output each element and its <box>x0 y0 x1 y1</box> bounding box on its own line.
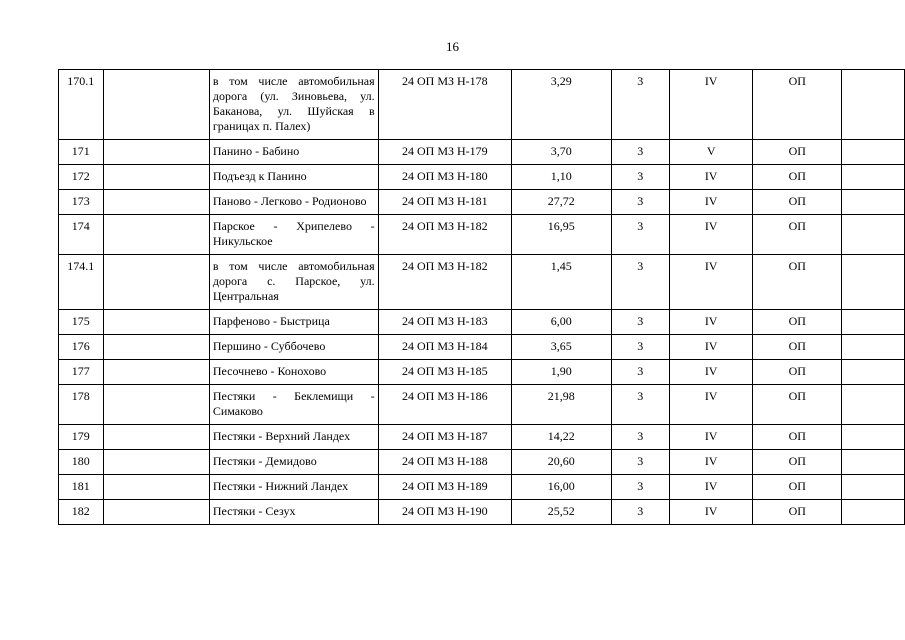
significance-cell: ОП <box>753 500 842 525</box>
road-id-cell: 24 ОП МЗ Н-183 <box>378 310 511 335</box>
road-id-cell: 24 ОП МЗ Н-189 <box>378 475 511 500</box>
category-cell: 3 <box>611 255 669 310</box>
table-row <box>59 190 905 215</box>
class-cell: IV <box>669 335 753 360</box>
table-row <box>59 165 905 190</box>
table-row <box>59 140 905 165</box>
significance-cell: ОП <box>753 385 842 425</box>
significance-cell: ОП <box>753 255 842 310</box>
table-row <box>59 360 905 385</box>
empty-cell <box>103 335 209 360</box>
row-number-cell: 179 <box>59 425 104 450</box>
road-id-cell: 24 ОП МЗ Н-186 <box>378 385 511 425</box>
road-id-cell: 24 ОП МЗ Н-185 <box>378 360 511 385</box>
empty-cell <box>103 255 209 310</box>
table-row <box>59 335 905 360</box>
table-row <box>59 425 905 450</box>
road-id-cell: 24 ОП МЗ Н-182 <box>378 215 511 255</box>
class-cell: IV <box>669 475 753 500</box>
significance-cell: ОП <box>753 475 842 500</box>
road-id-cell: 24 ОП МЗ Н-190 <box>378 500 511 525</box>
length-km-cell: 16,00 <box>512 475 612 500</box>
road-name-cell: Песочнево - Конохово <box>209 360 378 385</box>
class-cell: IV <box>669 255 753 310</box>
class-cell: IV <box>669 425 753 450</box>
row-number-cell: 174 <box>59 215 104 255</box>
class-cell: IV <box>669 310 753 335</box>
page-number: 16 <box>446 39 459 54</box>
empty-cell <box>103 425 209 450</box>
table-row <box>59 385 905 425</box>
row-number-cell: 181 <box>59 475 104 500</box>
road-id-cell: 24 ОП МЗ Н-184 <box>378 335 511 360</box>
row-number-cell: 177 <box>59 360 104 385</box>
category-cell: 3 <box>611 360 669 385</box>
significance-cell: ОП <box>753 310 842 335</box>
empty-cell <box>103 450 209 475</box>
road-name-cell: Парское - Хрипелево - Никульское <box>209 215 378 255</box>
empty-cell <box>842 425 905 450</box>
empty-cell <box>842 310 905 335</box>
empty-cell <box>103 140 209 165</box>
category-cell: 3 <box>611 310 669 335</box>
row-number-cell: 178 <box>59 385 104 425</box>
class-cell: IV <box>669 450 753 475</box>
empty-cell <box>842 215 905 255</box>
road-id-cell: 24 ОП МЗ Н-188 <box>378 450 511 475</box>
category-cell: 3 <box>611 215 669 255</box>
class-cell: IV <box>669 165 753 190</box>
category-cell: 3 <box>611 140 669 165</box>
empty-cell <box>842 450 905 475</box>
length-km-cell: 3,70 <box>512 140 612 165</box>
significance-cell: ОП <box>753 450 842 475</box>
class-cell: IV <box>669 500 753 525</box>
row-number-cell: 174.1 <box>59 255 104 310</box>
road-id-cell: 24 ОП МЗ Н-181 <box>378 190 511 215</box>
empty-cell <box>842 360 905 385</box>
table-row <box>59 255 905 310</box>
road-id-cell: 24 ОП МЗ Н-180 <box>378 165 511 190</box>
road-name-cell: Панино - Бабино <box>209 140 378 165</box>
length-km-cell: 3,29 <box>512 70 612 140</box>
class-cell: IV <box>669 360 753 385</box>
length-km-cell: 14,22 <box>512 425 612 450</box>
empty-cell <box>103 190 209 215</box>
empty-cell <box>842 190 905 215</box>
empty-cell <box>842 70 905 140</box>
empty-cell <box>842 335 905 360</box>
road-id-cell: 24 ОП МЗ Н-178 <box>378 70 511 140</box>
length-km-cell: 1,45 <box>512 255 612 310</box>
empty-cell <box>842 385 905 425</box>
class-cell: V <box>669 140 753 165</box>
road-name-cell: Пестяки - Нижний Ландех <box>209 475 378 500</box>
category-cell: 3 <box>611 165 669 190</box>
empty-cell <box>842 500 905 525</box>
road-name-cell: в том числе автомобильная дорога (ул. Зиновьева, ул. Баканова, ул. Шуйская в границах п. Палех) <box>209 70 378 140</box>
significance-cell: ОП <box>753 165 842 190</box>
table-row <box>59 500 905 525</box>
length-km-cell: 6,00 <box>512 310 612 335</box>
road-name-cell: Пестяки - Верхний Ландех <box>209 425 378 450</box>
road-id-cell: 24 ОП МЗ Н-187 <box>378 425 511 450</box>
empty-cell <box>103 310 209 335</box>
length-km-cell: 27,72 <box>512 190 612 215</box>
empty-cell <box>842 165 905 190</box>
empty-cell <box>842 255 905 310</box>
row-number-cell: 172 <box>59 165 104 190</box>
empty-cell <box>103 500 209 525</box>
category-cell: 3 <box>611 425 669 450</box>
significance-cell: ОП <box>753 70 842 140</box>
length-km-cell: 25,52 <box>512 500 612 525</box>
empty-cell <box>103 215 209 255</box>
category-cell: 3 <box>611 475 669 500</box>
significance-cell: ОП <box>753 335 842 360</box>
length-km-cell: 16,95 <box>512 215 612 255</box>
category-cell: 3 <box>611 385 669 425</box>
table-row <box>59 70 905 140</box>
row-number-cell: 175 <box>59 310 104 335</box>
row-number-cell: 170.1 <box>59 70 104 140</box>
row-number-cell: 176 <box>59 335 104 360</box>
road-name-cell: Першино - Суббочево <box>209 335 378 360</box>
significance-cell: ОП <box>753 140 842 165</box>
road-name-cell: Парфеново - Быстрица <box>209 310 378 335</box>
table-row <box>59 215 905 255</box>
road-name-cell: Паново - Легково - Родионово <box>209 190 378 215</box>
empty-cell <box>103 475 209 500</box>
empty-cell <box>103 70 209 140</box>
roads-table <box>58 69 905 525</box>
empty-cell <box>842 140 905 165</box>
road-id-cell: 24 ОП МЗ Н-182 <box>378 255 511 310</box>
row-number-cell: 182 <box>59 500 104 525</box>
class-cell: IV <box>669 385 753 425</box>
empty-cell <box>103 360 209 385</box>
road-name-cell: Пестяки - Беклемищи - Симаково <box>209 385 378 425</box>
significance-cell: ОП <box>753 215 842 255</box>
length-km-cell: 20,60 <box>512 450 612 475</box>
category-cell: 3 <box>611 335 669 360</box>
road-name-cell: Пестяки - Сезух <box>209 500 378 525</box>
empty-cell <box>103 385 209 425</box>
category-cell: 3 <box>611 500 669 525</box>
road-name-cell: в том числе автомобильная дорога с. Парское, ул. Центральная <box>209 255 378 310</box>
row-number-cell: 180 <box>59 450 104 475</box>
road-name-cell: Подъезд к Панино <box>209 165 378 190</box>
table-row <box>59 310 905 335</box>
significance-cell: ОП <box>753 190 842 215</box>
road-id-cell: 24 ОП МЗ Н-179 <box>378 140 511 165</box>
class-cell: IV <box>669 215 753 255</box>
table-row <box>59 475 905 500</box>
class-cell: IV <box>669 70 753 140</box>
length-km-cell: 1,10 <box>512 165 612 190</box>
class-cell: IV <box>669 190 753 215</box>
row-number-cell: 171 <box>59 140 104 165</box>
road-name-cell: Пестяки - Демидово <box>209 450 378 475</box>
table-body <box>59 70 905 525</box>
category-cell: 3 <box>611 70 669 140</box>
category-cell: 3 <box>611 190 669 215</box>
category-cell: 3 <box>611 450 669 475</box>
length-km-cell: 3,65 <box>512 335 612 360</box>
length-km-cell: 21,98 <box>512 385 612 425</box>
row-number-cell: 173 <box>59 190 104 215</box>
significance-cell: ОП <box>753 360 842 385</box>
empty-cell <box>842 475 905 500</box>
length-km-cell: 1,90 <box>512 360 612 385</box>
empty-cell <box>103 165 209 190</box>
significance-cell: ОП <box>753 425 842 450</box>
table-row <box>59 450 905 475</box>
